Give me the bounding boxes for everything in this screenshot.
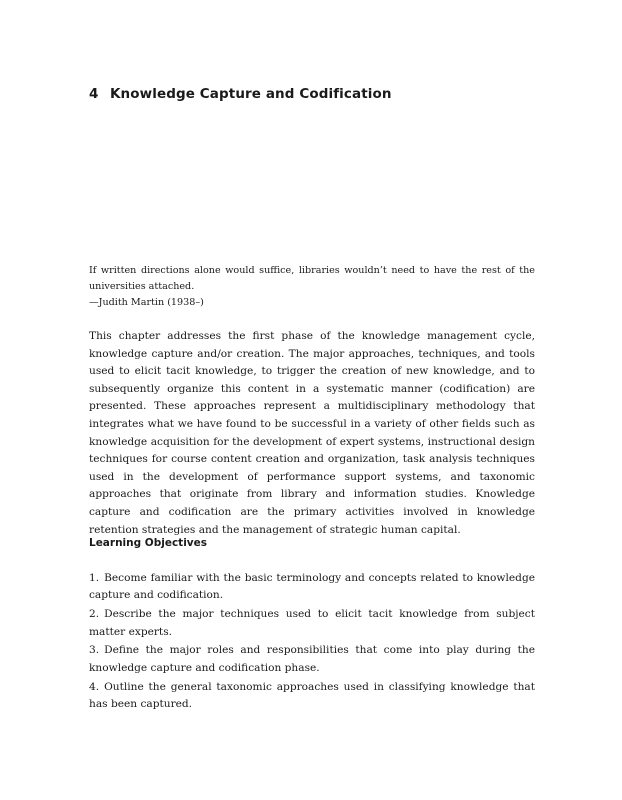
epigraph-attribution: —Judith Martin (1938–) (89, 297, 204, 308)
chapter-title: Knowledge Capture and Codification (110, 86, 392, 102)
learning-objective-item (89, 606, 535, 641)
learning-objective-item (89, 570, 535, 605)
objective-number: 4. (89, 680, 100, 693)
learning-objectives-list (89, 570, 535, 715)
intro-paragraph: This chapter addresses the first phase of the knowledge management cycle, knowledge capture and/or creation. The major approaches, techniques, and tools used to elicit tacit knowledge, to trigger the creation of new knowledge, and to subsequently organize this content in a systematic manner (codification) are presented. These approaches represent a multidisciplinary methodology that integrates what we have found to be successful in a variety of other fields such as knowledge acquisition for the development of expert systems, instructional design techniques for course content creation and organization, task analysis techniques used in the development of performance support systems, and taxonomic approaches that originate from library and information studies. Knowledge capture and codification are the primary activities involved in knowledge retention strategies and the management of strategic human capital. (89, 330, 535, 536)
objective-text: Define the major roles and responsibilities that come into play during the knowledge capture and codification phase. (89, 644, 535, 674)
chapter-heading (89, 86, 392, 102)
objective-text: Describe the major techniques used to elicit tacit knowledge from subject matter experts. (89, 608, 535, 638)
learning-objectives-heading: Learning Objectives (89, 537, 208, 549)
learning-objective-item (89, 642, 535, 677)
epigraph (89, 263, 535, 311)
learning-objective-item (89, 679, 535, 714)
objective-text: Become familiar with the basic terminology and concepts related to knowledge capture and codification. (89, 572, 535, 602)
chapter-number: 4 (89, 86, 99, 102)
objective-number: 1. (89, 572, 100, 584)
objective-text: Outline the general taxonomic approaches used in classifying knowledge that has been captured. (89, 680, 535, 711)
objective-number: 3. (89, 644, 100, 657)
objective-number: 2. (89, 608, 100, 621)
epigraph-quote: If written directions alone would suffice, libraries wouldn’t need to have the rest of the universities attached. (89, 265, 535, 292)
